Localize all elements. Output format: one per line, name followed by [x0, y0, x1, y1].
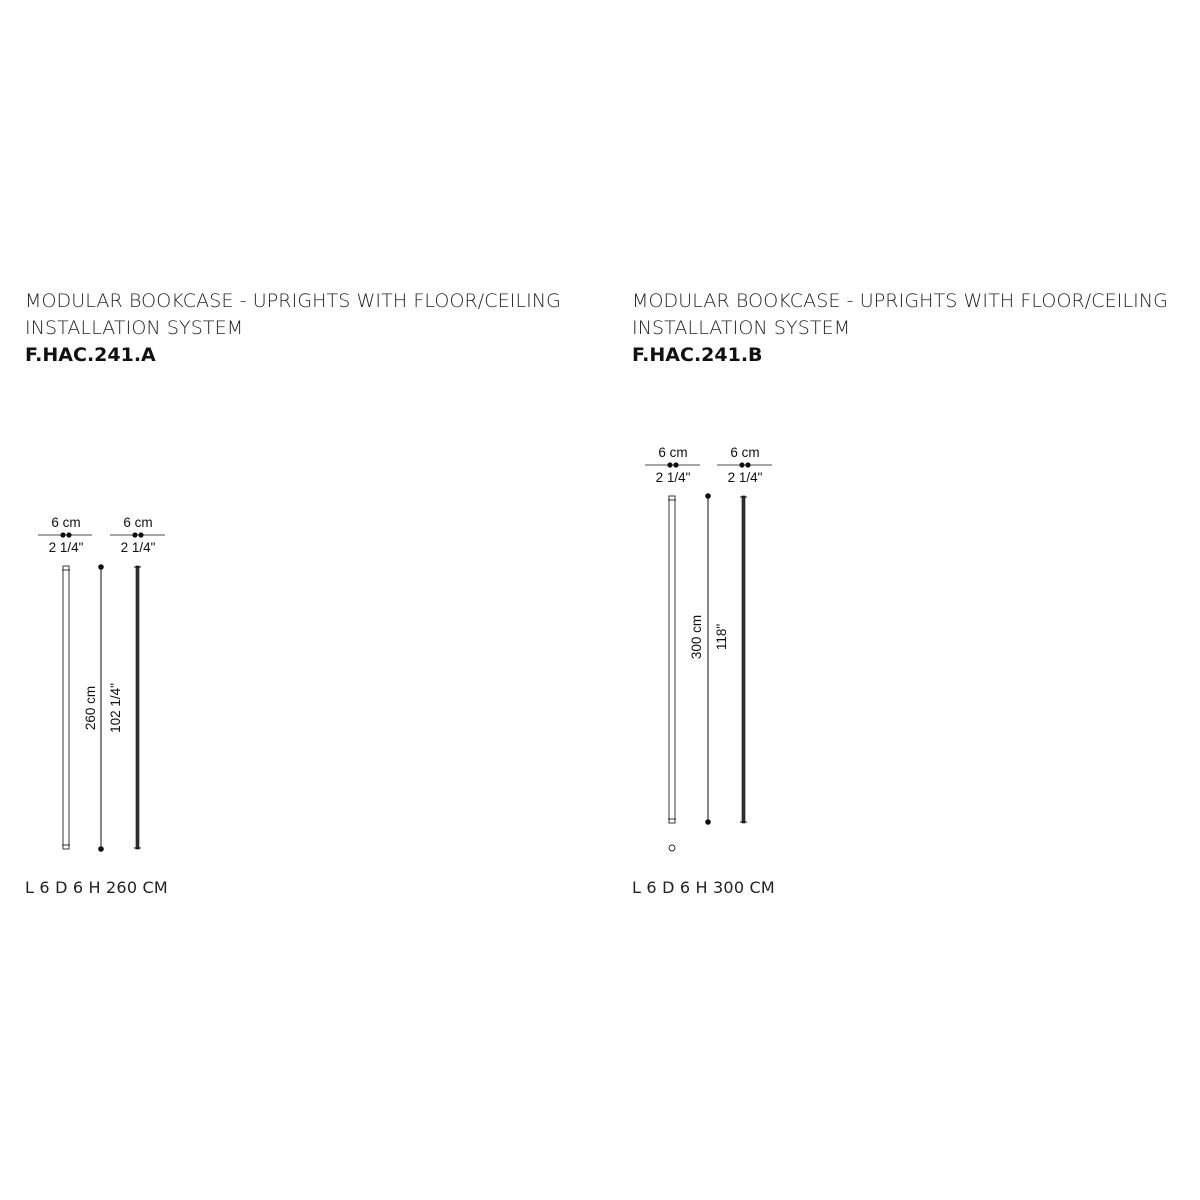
- product-a-upright-front-view: [62, 566, 70, 849]
- product-b-width-annotation-side: [717, 445, 772, 485]
- product-b-width-metric-front: 6 cm: [658, 445, 688, 460]
- product-a-width-annotation-front: [38, 515, 92, 555]
- product-b-width-imperial-side: 2 1/4": [727, 470, 763, 485]
- product-b-width-metric-side: 6 cm: [730, 445, 760, 460]
- product-b-title-line1: MODULAR BOOKCASE - UPRIGHTS WITH FLOOR/CEILING: [632, 290, 1169, 312]
- product-a-width-metric-front: 6 cm: [51, 515, 81, 530]
- product-a-width-metric-side: 6 cm: [123, 515, 153, 530]
- product-b-upright-front-view: [668, 496, 676, 851]
- product-b-height-dimension: [689, 493, 729, 825]
- product-a-width-imperial-side: 2 1/4": [120, 540, 156, 555]
- product-a-dimensions: L 6 D 6 H 260 CM: [25, 878, 168, 897]
- product-b-upright-side-view: [740, 496, 747, 823]
- product-a-title-line1: MODULAR BOOKCASE - UPRIGHTS WITH FLOOR/CEILING: [25, 290, 562, 312]
- product-a-width-annotation-side: [110, 515, 165, 555]
- product-a-drawing: [38, 515, 165, 852]
- product-b-title-line2: INSTALLATION SYSTEM: [632, 317, 851, 339]
- product-b-drawing: [645, 445, 772, 851]
- product-a-height-metric: 260 cm: [83, 685, 98, 731]
- product-b-width-annotation-front: [645, 445, 700, 485]
- product-b-height-imperial: 118": [714, 623, 729, 651]
- product-a-title-line2: INSTALLATION SYSTEM: [25, 317, 244, 339]
- product-b-dimensions: L 6 D 6 H 300 CM: [632, 878, 775, 897]
- product-a-code: F.HAC.241.A: [25, 344, 156, 366]
- product-a-height-imperial: 102 1/4": [108, 683, 123, 733]
- product-b-width-imperial-front: 2 1/4": [655, 470, 691, 485]
- product-b-height-metric: 300 cm: [689, 614, 704, 660]
- product-a-upright-side-view: [134, 566, 141, 849]
- product-b-code: F.HAC.241.B: [632, 344, 763, 366]
- product-a-width-imperial-front: 2 1/4": [48, 540, 84, 555]
- product-a-height-dimension: [83, 564, 123, 852]
- product-b-floor-fixing-icon: [669, 845, 675, 851]
